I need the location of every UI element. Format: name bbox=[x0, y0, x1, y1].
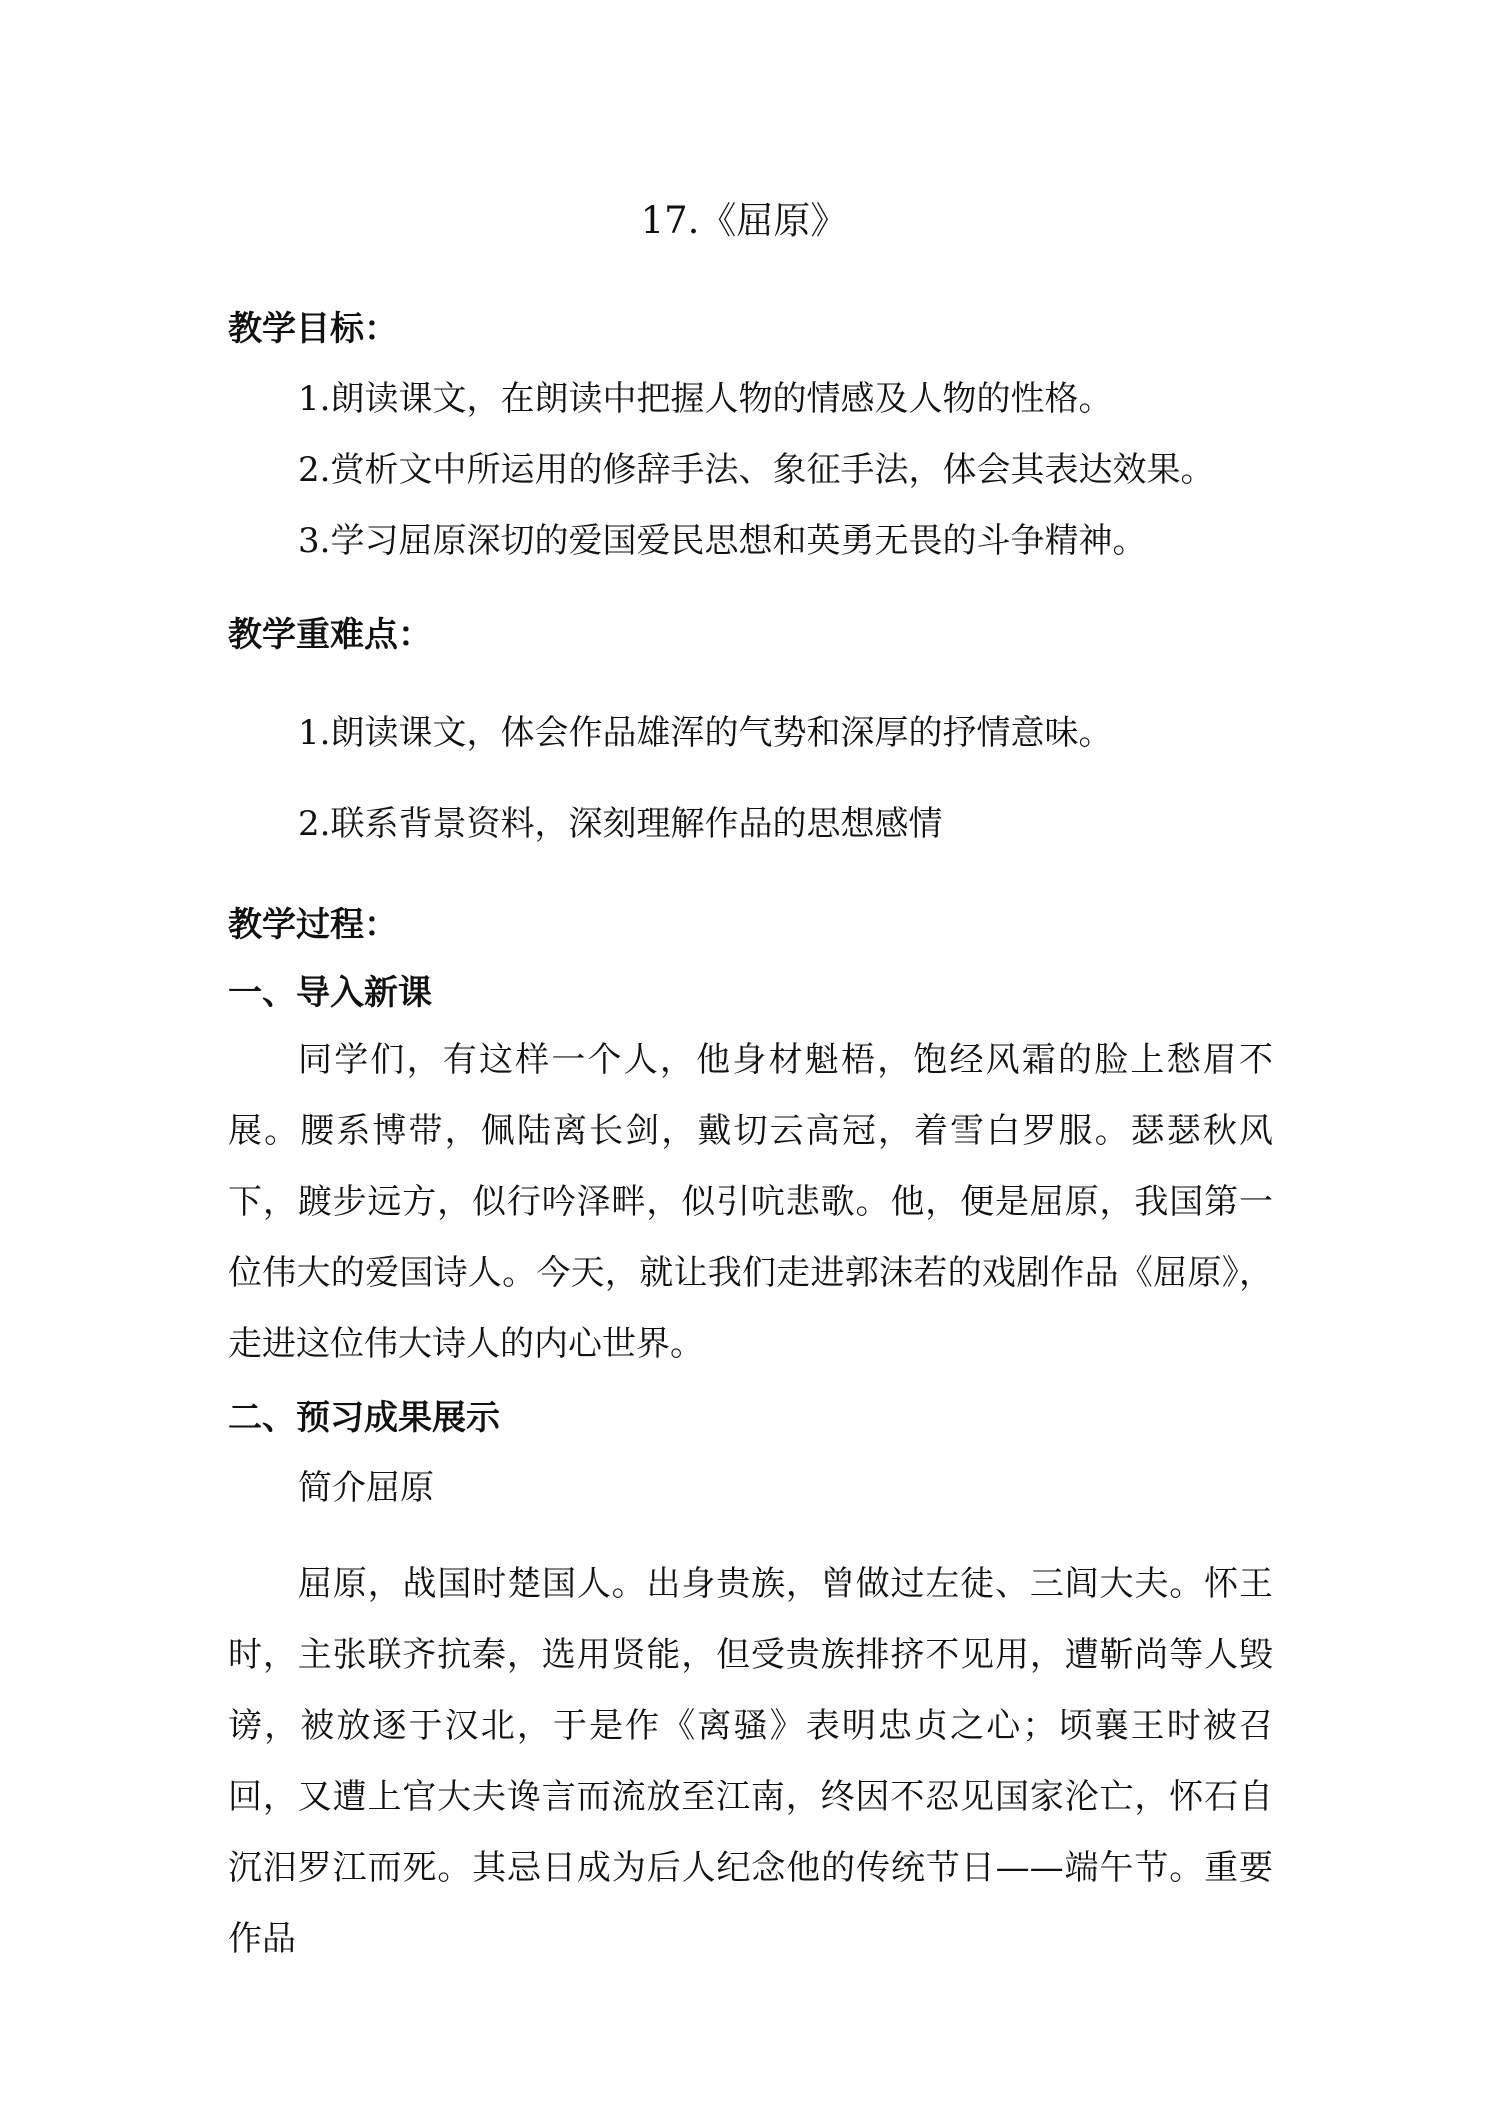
section-1-heading: 一、导入新课 bbox=[228, 973, 432, 1013]
objective-item-2: 2.赏析文中所运用的修辞手法、象征手法，体会其表达效果。 bbox=[298, 450, 1215, 490]
key-point-item-2: 2.联系背景资料，深刻理解作品的思想感情 bbox=[298, 804, 943, 844]
section-2-heading: 二、预习成果展示 bbox=[228, 1398, 500, 1438]
key-points-heading: 教学重难点： bbox=[228, 615, 432, 655]
section-1-paragraph: 同学们，有这样一个人，他身材魁梧，饱经风霜的脸上愁眉不展。腰系博带，佩陆离长剑，戴切云高冠，着雪白罗服。瑟瑟秋风下，踱步远方，似行吟泽畔，似引吭悲歌。他，便是屈原，我国第一位伟大的爱国诗人。今天，就让我们走进郭沫若的戏剧作品《屈原》，走进这位伟大诗人的内心世界。 bbox=[228, 1040, 1273, 1364]
section-2-subheading: 简介屈原 bbox=[298, 1468, 434, 1508]
document-title: 17.《屈原》 bbox=[640, 199, 848, 242]
section-2-paragraph: 屈原，战国时楚国人。出身贵族，曾做过左徒、三闾大夫。怀王时，主张联齐抗秦，选用贤能，但受贵族排挤不见用，遭靳尚等人毁谤，被放逐于汉北，于是作《离骚》表明忠贞之心；顷襄王时被召回，又遭上官大夫谗言而流放至江南，终因不忍见国家沦亡，怀石自沉汨罗江而死。其忌日成为后人纪念他的传统节日——端午节。重要作品 bbox=[228, 1564, 1273, 1959]
process-heading: 教学过程： bbox=[228, 905, 398, 945]
objective-item-1: 1.朗读课文，在朗读中把握人物的情感及人物的性格。 bbox=[298, 379, 1113, 419]
key-point-item-1: 1.朗读课文，体会作品雄浑的气势和深厚的抒情意味。 bbox=[298, 713, 1113, 753]
objectives-heading: 教学目标： bbox=[228, 309, 398, 349]
objective-item-3: 3.学习屈原深切的爱国爱民思想和英勇无畏的斗争精神。 bbox=[298, 521, 1147, 561]
